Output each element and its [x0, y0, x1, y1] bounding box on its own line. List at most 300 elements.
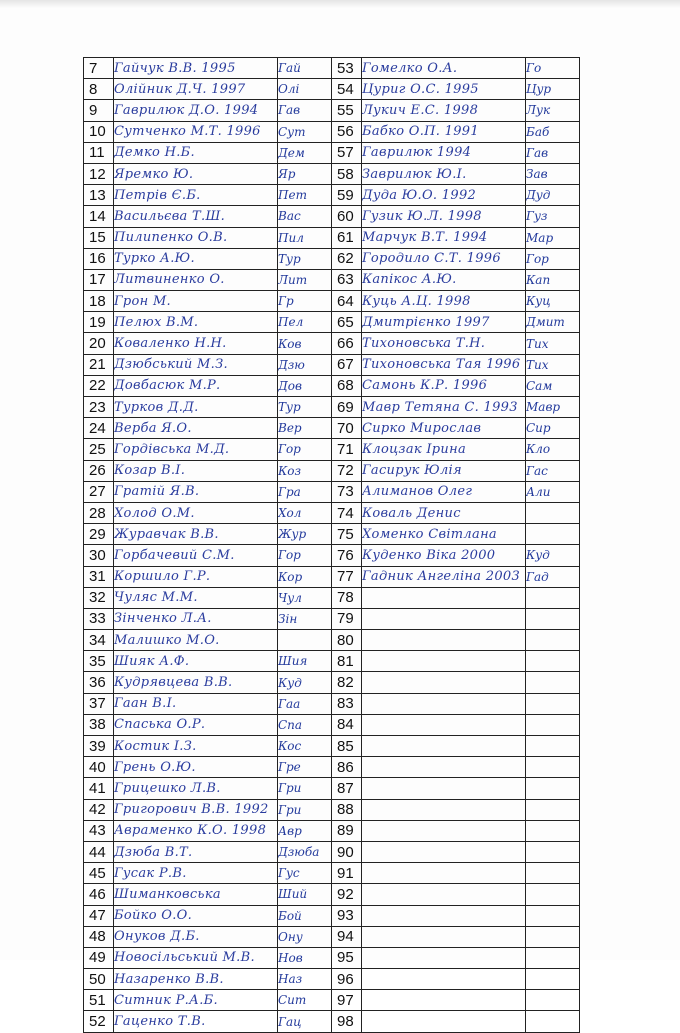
- name-right: [362, 693, 526, 714]
- signature-left: Лит: [278, 269, 332, 290]
- table-row: [84, 736, 580, 757]
- signature-right: [526, 905, 580, 926]
- row-number-right: 93: [332, 905, 362, 926]
- row-number-right: 86: [332, 757, 362, 778]
- row-number-left: 38: [84, 714, 114, 735]
- signature-list-table: [83, 57, 580, 1033]
- signature-right: [526, 841, 580, 862]
- signature-left: Дзю: [278, 354, 332, 375]
- row-number-left: 36: [84, 672, 114, 693]
- table-row: [84, 333, 580, 354]
- name-left: Грицешко Л.В.: [114, 778, 278, 799]
- signature-right: [526, 990, 580, 1011]
- table-row: [84, 163, 580, 184]
- name-right: Бабко О.П. 1991: [362, 121, 526, 142]
- signature-left: Дов: [278, 375, 332, 396]
- row-number-right: 89: [332, 820, 362, 841]
- row-number-left: 18: [84, 291, 114, 312]
- signature-left: Наз: [278, 969, 332, 990]
- signature-right: [526, 863, 580, 884]
- name-left: Спаська О.Р.: [114, 714, 278, 735]
- signature-right: [526, 502, 580, 523]
- row-number-right: 91: [332, 863, 362, 884]
- row-number-left: 47: [84, 905, 114, 926]
- scan-edge-shadow: [0, 0, 680, 8]
- signature-right: [526, 778, 580, 799]
- signature-rows: [84, 58, 580, 1033]
- signature-left: Кос: [278, 736, 332, 757]
- name-right: Лукич Е.С. 1998: [362, 100, 526, 121]
- row-number-right: 71: [332, 439, 362, 460]
- signature-right: Лук: [526, 100, 580, 121]
- table-row: [84, 227, 580, 248]
- table-row: [84, 587, 580, 608]
- name-left: Назаренко В.В.: [114, 969, 278, 990]
- name-left: Турков Д.Д.: [114, 397, 278, 418]
- signature-left: Вас: [278, 206, 332, 227]
- signature-right: [526, 757, 580, 778]
- name-left: Литвиненко О.: [114, 269, 278, 290]
- table-row: [84, 100, 580, 121]
- name-left: Сутченко М.Т. 1996: [114, 121, 278, 142]
- table-row: [84, 460, 580, 481]
- signature-left: Гра: [278, 481, 332, 502]
- row-number-left: 29: [84, 524, 114, 545]
- name-left: Гайчук В.В. 1995: [114, 58, 278, 79]
- row-number-left: 14: [84, 206, 114, 227]
- name-right: Сирко Мирослав: [362, 418, 526, 439]
- row-number-left: 10: [84, 121, 114, 142]
- signature-right: Го: [526, 58, 580, 79]
- table-row: [84, 58, 580, 79]
- name-left: Турко А.Ю.: [114, 248, 278, 269]
- name-left: Демко Н.Б.: [114, 142, 278, 163]
- name-right: Капікос А.Ю.: [362, 269, 526, 290]
- name-left: Шиманковська: [114, 884, 278, 905]
- signature-right: Сир: [526, 418, 580, 439]
- signature-left: Гаа: [278, 693, 332, 714]
- row-number-left: 7: [84, 58, 114, 79]
- signature-left: Гус: [278, 863, 332, 884]
- name-left: Козар В.І.: [114, 460, 278, 481]
- signature-left: Гри: [278, 778, 332, 799]
- name-left: Гусак Р.В.: [114, 863, 278, 884]
- signature-right: [526, 799, 580, 820]
- table-row: [84, 799, 580, 820]
- row-number-right: 61: [332, 227, 362, 248]
- signature-left: Зін: [278, 608, 332, 629]
- signature-right: [526, 926, 580, 947]
- row-number-left: 46: [84, 884, 114, 905]
- signature-left: Чул: [278, 587, 332, 608]
- row-number-left: 33: [84, 608, 114, 629]
- name-right: Дмитрієнко 1997: [362, 312, 526, 333]
- name-left: Коршило Г.Р.: [114, 566, 278, 587]
- signature-left: Кор: [278, 566, 332, 587]
- signature-right: Мар: [526, 227, 580, 248]
- table-row: [84, 206, 580, 227]
- table-row: [84, 545, 580, 566]
- name-right: [362, 757, 526, 778]
- row-number-left: 22: [84, 375, 114, 396]
- row-number-right: 96: [332, 969, 362, 990]
- name-right: Самонь К.Р. 1996: [362, 375, 526, 396]
- row-number-left: 32: [84, 587, 114, 608]
- table-row: [84, 884, 580, 905]
- name-right: [362, 990, 526, 1011]
- signature-right: Кло: [526, 439, 580, 460]
- name-left: Яремко Ю.: [114, 163, 278, 184]
- signature-right: [526, 969, 580, 990]
- signature-left: Ону: [278, 926, 332, 947]
- signature-left: Сит: [278, 990, 332, 1011]
- table-row: [84, 248, 580, 269]
- name-right: Гузик Ю.Л. 1998: [362, 206, 526, 227]
- signature-left: Гай: [278, 58, 332, 79]
- row-number-right: 75: [332, 524, 362, 545]
- signature-right: Гор: [526, 248, 580, 269]
- row-number-left: 19: [84, 312, 114, 333]
- row-number-right: 72: [332, 460, 362, 481]
- name-right: Марчук В.Т. 1994: [362, 227, 526, 248]
- signature-right: Мавр: [526, 397, 580, 418]
- table-row: [84, 947, 580, 968]
- row-number-right: 84: [332, 714, 362, 735]
- row-number-left: 24: [84, 418, 114, 439]
- table-row: [84, 79, 580, 100]
- row-number-right: 81: [332, 651, 362, 672]
- table-row: [84, 291, 580, 312]
- row-number-right: 83: [332, 693, 362, 714]
- signature-left: Дзюба: [278, 841, 332, 862]
- row-number-right: 57: [332, 142, 362, 163]
- name-right: [362, 651, 526, 672]
- name-left: Коваленко Н.Н.: [114, 333, 278, 354]
- table-row: [84, 312, 580, 333]
- name-left: Зінченко Л.А.: [114, 608, 278, 629]
- name-left: Гаан В.І.: [114, 693, 278, 714]
- name-right: Куденко Віка 2000: [362, 545, 526, 566]
- name-right: Дуда Ю.О. 1992: [362, 185, 526, 206]
- row-number-left: 23: [84, 397, 114, 418]
- signature-right: [526, 736, 580, 757]
- table-row: [84, 990, 580, 1011]
- row-number-left: 44: [84, 841, 114, 862]
- signature-left: Пил: [278, 227, 332, 248]
- signature-left: Гор: [278, 545, 332, 566]
- signature-right: [526, 947, 580, 968]
- signature-right: Гад: [526, 566, 580, 587]
- table-row: [84, 439, 580, 460]
- signature-left: [278, 630, 332, 651]
- signature-left: Пет: [278, 185, 332, 206]
- table-row: [84, 757, 580, 778]
- row-number-right: 64: [332, 291, 362, 312]
- row-number-right: 70: [332, 418, 362, 439]
- row-number-right: 85: [332, 736, 362, 757]
- signature-right: [526, 714, 580, 735]
- row-number-right: 73: [332, 481, 362, 502]
- signature-right: [526, 608, 580, 629]
- signature-right: Тих: [526, 354, 580, 375]
- name-right: [362, 714, 526, 735]
- name-right: Гасирук Юлія: [362, 460, 526, 481]
- row-number-left: 30: [84, 545, 114, 566]
- table-row: [84, 863, 580, 884]
- signature-right: Дмит: [526, 312, 580, 333]
- name-right: Заврилюк Ю.І.: [362, 163, 526, 184]
- signature-left: Вер: [278, 418, 332, 439]
- row-number-left: 26: [84, 460, 114, 481]
- name-left: Чуляс М.М.: [114, 587, 278, 608]
- table-row: [84, 608, 580, 629]
- signature-left: Шия: [278, 651, 332, 672]
- name-right: Хоменко Світлана: [362, 524, 526, 545]
- row-number-left: 27: [84, 481, 114, 502]
- row-number-left: 48: [84, 926, 114, 947]
- row-number-left: 12: [84, 163, 114, 184]
- table-row: [84, 185, 580, 206]
- signature-left: Гор: [278, 439, 332, 460]
- row-number-left: 52: [84, 1011, 114, 1032]
- row-number-right: 74: [332, 502, 362, 523]
- name-right: Куць А.Ц. 1998: [362, 291, 526, 312]
- name-right: Городило С.Т. 1996: [362, 248, 526, 269]
- name-right: [362, 799, 526, 820]
- row-number-left: 41: [84, 778, 114, 799]
- signature-left: Гр: [278, 291, 332, 312]
- table-row: [84, 778, 580, 799]
- row-number-right: 82: [332, 672, 362, 693]
- signature-right: [526, 630, 580, 651]
- name-left: Кудрявцева В.В.: [114, 672, 278, 693]
- row-number-right: 62: [332, 248, 362, 269]
- table-row: [84, 905, 580, 926]
- table-row: [84, 397, 580, 418]
- row-number-right: 66: [332, 333, 362, 354]
- row-number-right: 68: [332, 375, 362, 396]
- signature-left: Тур: [278, 397, 332, 418]
- table-row: [84, 714, 580, 735]
- name-right: [362, 863, 526, 884]
- row-number-left: 9: [84, 100, 114, 121]
- row-number-right: 97: [332, 990, 362, 1011]
- name-left: Малишко М.О.: [114, 630, 278, 651]
- name-left: Горбачевий С.М.: [114, 545, 278, 566]
- name-right: [362, 969, 526, 990]
- row-number-right: 65: [332, 312, 362, 333]
- name-left: Петрів Є.Б.: [114, 185, 278, 206]
- table-row: [84, 481, 580, 502]
- signature-left: Гри: [278, 799, 332, 820]
- signature-left: Дем: [278, 142, 332, 163]
- name-left: Холод О.М.: [114, 502, 278, 523]
- row-number-left: 11: [84, 142, 114, 163]
- row-number-left: 50: [84, 969, 114, 990]
- signature-left: Куд: [278, 672, 332, 693]
- row-number-left: 13: [84, 185, 114, 206]
- name-right: Гомелко О.А.: [362, 58, 526, 79]
- signature-left: Яр: [278, 163, 332, 184]
- row-number-left: 31: [84, 566, 114, 587]
- name-left: Гратій Я.В.: [114, 481, 278, 502]
- signature-left: Хол: [278, 502, 332, 523]
- name-left: Гаврилюк Д.О. 1994: [114, 100, 278, 121]
- name-left: Шияк А.Ф.: [114, 651, 278, 672]
- row-number-right: 53: [332, 58, 362, 79]
- name-left: Гордівська М.Д.: [114, 439, 278, 460]
- row-number-left: 43: [84, 820, 114, 841]
- row-number-right: 98: [332, 1011, 362, 1032]
- signature-right: Гас: [526, 460, 580, 481]
- table-row: [84, 566, 580, 587]
- row-number-left: 34: [84, 630, 114, 651]
- row-number-left: 51: [84, 990, 114, 1011]
- signature-right: Куд: [526, 545, 580, 566]
- signature-right: [526, 820, 580, 841]
- name-right: Гаврилюк 1994: [362, 142, 526, 163]
- name-right: Коваль Денис: [362, 502, 526, 523]
- name-left: Журавчак В.В.: [114, 524, 278, 545]
- name-left: Пелюх В.М.: [114, 312, 278, 333]
- name-left: Олійник Д.Ч. 1997: [114, 79, 278, 100]
- table-row: [84, 375, 580, 396]
- row-number-right: 95: [332, 947, 362, 968]
- name-right: [362, 947, 526, 968]
- signature-right: [526, 884, 580, 905]
- name-left: Дзюба В.Т.: [114, 841, 278, 862]
- name-right: [362, 926, 526, 947]
- row-number-right: 92: [332, 884, 362, 905]
- signature-right: Баб: [526, 121, 580, 142]
- name-right: [362, 608, 526, 629]
- name-right: [362, 736, 526, 757]
- table-row: [84, 354, 580, 375]
- name-right: Гадник Ангеліна 2003: [362, 566, 526, 587]
- signature-right: [526, 524, 580, 545]
- table-row: [84, 672, 580, 693]
- row-number-left: 49: [84, 947, 114, 968]
- name-right: [362, 630, 526, 651]
- signature-left: Гац: [278, 1011, 332, 1032]
- table-row: [84, 693, 580, 714]
- row-number-right: 63: [332, 269, 362, 290]
- signature-left: Ший: [278, 884, 332, 905]
- signature-left: Жур: [278, 524, 332, 545]
- row-number-right: 67: [332, 354, 362, 375]
- row-number-right: 90: [332, 841, 362, 862]
- row-number-left: 45: [84, 863, 114, 884]
- name-left: Гаценко Т.В.: [114, 1011, 278, 1032]
- signature-left: Гав: [278, 100, 332, 121]
- row-number-right: 88: [332, 799, 362, 820]
- name-left: Бойко О.О.: [114, 905, 278, 926]
- signature-left: Нов: [278, 947, 332, 968]
- name-right: [362, 778, 526, 799]
- signature-right: Гав: [526, 142, 580, 163]
- signature-left: Гре: [278, 757, 332, 778]
- name-right: Цуриг О.С. 1995: [362, 79, 526, 100]
- table-row: [84, 1011, 580, 1032]
- row-number-left: 42: [84, 799, 114, 820]
- name-right: [362, 587, 526, 608]
- row-number-right: 80: [332, 630, 362, 651]
- row-number-left: 39: [84, 736, 114, 757]
- name-right: Тихоновська Тая 1996: [362, 354, 526, 375]
- signature-right: Цур: [526, 79, 580, 100]
- signature-left: Спа: [278, 714, 332, 735]
- name-left: Онуков Д.Б.: [114, 926, 278, 947]
- signature-left: Авр: [278, 820, 332, 841]
- name-right: Тихоновська Т.Н.: [362, 333, 526, 354]
- table-row: [84, 121, 580, 142]
- row-number-right: 77: [332, 566, 362, 587]
- name-left: Авраменко К.О. 1998: [114, 820, 278, 841]
- row-number-right: 76: [332, 545, 362, 566]
- row-number-left: 25: [84, 439, 114, 460]
- signature-right: [526, 672, 580, 693]
- name-left: Пилипенко О.В.: [114, 227, 278, 248]
- name-left: Васильєва Т.Ш.: [114, 206, 278, 227]
- table-row: [84, 630, 580, 651]
- name-left: Грень О.Ю.: [114, 757, 278, 778]
- name-right: Мавр Тетяна С. 1993: [362, 397, 526, 418]
- signature-left: Олі: [278, 79, 332, 100]
- row-number-left: 15: [84, 227, 114, 248]
- name-left: Грон М.: [114, 291, 278, 312]
- name-left: Новосільський М.В.: [114, 947, 278, 968]
- row-number-right: 79: [332, 608, 362, 629]
- row-number-right: 58: [332, 163, 362, 184]
- table-row: [84, 142, 580, 163]
- row-number-left: 35: [84, 651, 114, 672]
- row-number-right: 87: [332, 778, 362, 799]
- table-row: [84, 651, 580, 672]
- signature-left: Ков: [278, 333, 332, 354]
- row-number-left: 16: [84, 248, 114, 269]
- table-row: [84, 524, 580, 545]
- row-number-left: 40: [84, 757, 114, 778]
- signature-right: [526, 587, 580, 608]
- name-right: [362, 672, 526, 693]
- row-number-right: 55: [332, 100, 362, 121]
- signature-right: Али: [526, 481, 580, 502]
- name-right: Клоцзак Ірина: [362, 439, 526, 460]
- signature-right: [526, 693, 580, 714]
- signature-right: Гуз: [526, 206, 580, 227]
- row-number-left: 20: [84, 333, 114, 354]
- row-number-left: 21: [84, 354, 114, 375]
- row-number-right: 78: [332, 587, 362, 608]
- signature-right: Сам: [526, 375, 580, 396]
- row-number-left: 28: [84, 502, 114, 523]
- table-row: [84, 418, 580, 439]
- row-number-right: 94: [332, 926, 362, 947]
- signature-left: Бой: [278, 905, 332, 926]
- name-left: Довбасюк М.Р.: [114, 375, 278, 396]
- table-row: [84, 820, 580, 841]
- name-right: [362, 841, 526, 862]
- table-row: [84, 502, 580, 523]
- row-number-left: 17: [84, 269, 114, 290]
- row-number-right: 59: [332, 185, 362, 206]
- signature-right: [526, 1011, 580, 1032]
- name-left: Дзюбський М.З.: [114, 354, 278, 375]
- row-number-left: 8: [84, 79, 114, 100]
- signature-left: Пел: [278, 312, 332, 333]
- name-right: [362, 1011, 526, 1032]
- name-left: Верба Я.О.: [114, 418, 278, 439]
